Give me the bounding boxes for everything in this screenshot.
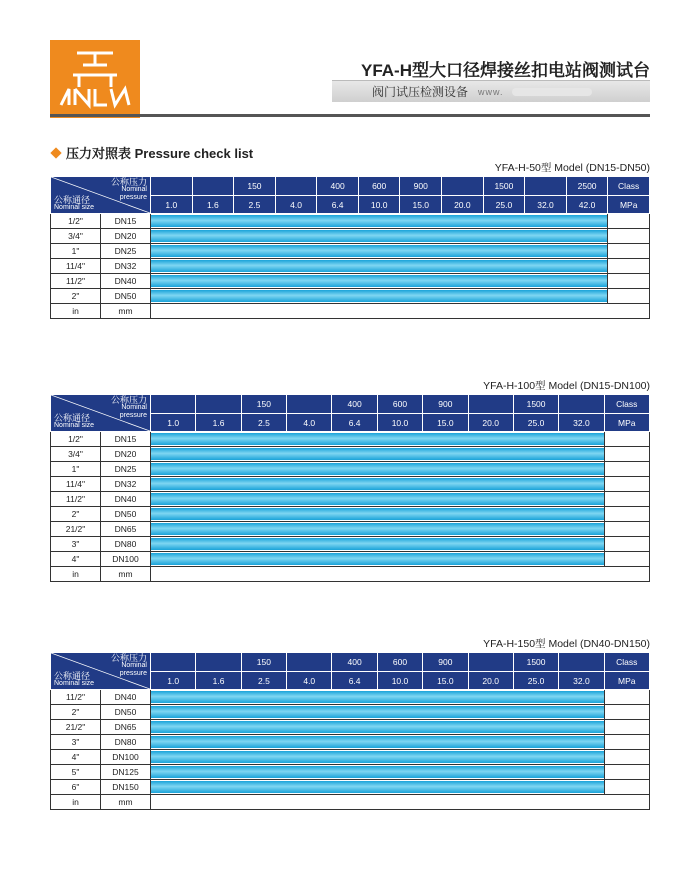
empty-cell xyxy=(151,567,650,582)
pressure-range-cell xyxy=(151,289,608,304)
empty-cell xyxy=(608,259,650,274)
dn-size-cell: DN150 xyxy=(101,780,151,795)
dn-size-cell: DN50 xyxy=(101,507,151,522)
mpa-header-cell: 4.0 xyxy=(287,672,332,690)
mpa-header-cell: 1.6 xyxy=(192,196,234,214)
corner-size-en: Nominal size xyxy=(54,680,95,687)
inch-size-cell: 2" xyxy=(51,507,101,522)
mpa-header-cell: 4.0 xyxy=(275,196,317,214)
dn-size-cell: DN100 xyxy=(101,750,151,765)
mpa-header-cell: 15.0 xyxy=(423,672,468,690)
inch-size-cell: 3" xyxy=(51,537,101,552)
dn-size-cell: DN65 xyxy=(101,720,151,735)
class-header-cell xyxy=(196,395,241,414)
corner-pressure-en2: pressure xyxy=(119,670,147,677)
class-header-cell: 400 xyxy=(317,177,359,196)
inch-size-cell: 2" xyxy=(51,705,101,720)
dn-size-cell: DN32 xyxy=(101,259,151,274)
class-header-cell: 1500 xyxy=(513,653,558,672)
table-row xyxy=(51,447,650,462)
table-row xyxy=(51,522,650,537)
class-header-cell: 600 xyxy=(377,395,422,414)
class-header-cell: 600 xyxy=(358,177,400,196)
pressure-range-cell xyxy=(151,274,608,289)
class-header-cell xyxy=(287,395,332,414)
mpa-header-cell: 2.5 xyxy=(241,414,286,432)
class-header-cell: 1500 xyxy=(483,177,525,196)
mpa-header-cell: 32.0 xyxy=(525,196,567,214)
class-header-cell: 150 xyxy=(234,177,276,196)
pressure-range-bar xyxy=(151,493,604,505)
pressure-range-cell xyxy=(151,735,605,750)
mpa-header-cell: 32.0 xyxy=(559,414,604,432)
inch-size-cell: 2" xyxy=(51,289,101,304)
mpa-header-cell: 20.0 xyxy=(442,196,484,214)
pressure-range-cell xyxy=(151,552,605,567)
table-row xyxy=(51,462,650,477)
mpa-header-cell: 20.0 xyxy=(468,672,513,690)
table-row xyxy=(51,537,650,552)
section-title: 压力对照表 Pressure check list xyxy=(66,146,254,161)
class-header-cell: 1500 xyxy=(513,395,558,414)
unit-mm-cell: mm xyxy=(101,304,151,319)
empty-cell xyxy=(151,304,650,319)
dn-size-cell: DN15 xyxy=(101,214,151,229)
pressure-range-cell xyxy=(151,492,605,507)
table-row xyxy=(51,705,650,720)
inch-size-cell: 11/2" xyxy=(51,274,101,289)
pressure-range-bar xyxy=(151,230,607,242)
table-row xyxy=(51,720,650,735)
empty-cell xyxy=(604,477,649,492)
dn-size-cell: DN80 xyxy=(101,537,151,552)
dn-size-cell: DN15 xyxy=(101,432,151,447)
pressure-range-bar xyxy=(151,478,604,490)
table-row xyxy=(51,552,650,567)
mpa-header-cell: 2.5 xyxy=(241,672,286,690)
table-corner-header xyxy=(51,177,151,214)
table-row xyxy=(51,690,650,705)
pressure-range-bar xyxy=(151,523,604,535)
empty-cell xyxy=(604,492,649,507)
class-header-cell: 400 xyxy=(332,653,377,672)
page-subtitle: 阀门试压检测设备 xyxy=(372,85,469,99)
table-row xyxy=(51,274,650,289)
dn-size-cell: DN40 xyxy=(101,690,151,705)
dn-size-cell: DN50 xyxy=(101,289,151,304)
pressure-range-bar xyxy=(151,781,604,793)
mpa-header-cell: MPa xyxy=(604,414,649,432)
table-row xyxy=(51,289,650,304)
corner-size-en: Nominal size xyxy=(54,422,95,429)
pressure-range-bar xyxy=(151,215,607,227)
pressure-range-cell xyxy=(151,229,608,244)
pressure-table xyxy=(50,652,650,810)
pressure-range-cell xyxy=(151,432,605,447)
logo-mark-icon xyxy=(55,47,135,111)
class-header-cell xyxy=(287,653,332,672)
inch-size-cell: 3/4" xyxy=(51,229,101,244)
class-header-cell: Class xyxy=(604,395,649,414)
inch-size-cell: 4" xyxy=(51,552,101,567)
empty-cell xyxy=(608,274,650,289)
table-row xyxy=(51,750,650,765)
unit-inch-cell: in xyxy=(51,567,101,582)
pressure-range-bar xyxy=(151,736,604,748)
empty-cell xyxy=(604,780,649,795)
class-header-cell xyxy=(559,653,604,672)
inch-size-cell: 6" xyxy=(51,780,101,795)
pressure-range-cell xyxy=(151,522,605,537)
unit-row xyxy=(51,795,650,810)
mpa-header-cell: 32.0 xyxy=(559,672,604,690)
empty-cell xyxy=(608,289,650,304)
empty-cell xyxy=(604,765,649,780)
pressure-range-bar xyxy=(151,275,607,287)
class-header-cell xyxy=(192,177,234,196)
dn-size-cell: DN50 xyxy=(101,705,151,720)
mpa-header-cell: 1.0 xyxy=(151,414,196,432)
empty-cell xyxy=(604,735,649,750)
class-header-cell xyxy=(525,177,567,196)
dn-size-cell: DN25 xyxy=(101,462,151,477)
table-row xyxy=(51,244,650,259)
pressure-range-cell xyxy=(151,537,605,552)
unit-mm-cell: mm xyxy=(101,795,151,810)
empty-cell xyxy=(151,795,650,810)
corner-pressure-en: Nominal xyxy=(121,662,147,669)
table-row xyxy=(51,780,650,795)
pressure-range-cell xyxy=(151,259,608,274)
pressure-range-bar xyxy=(151,448,604,460)
class-header-cell: Class xyxy=(608,177,650,196)
inch-size-cell: 1/2" xyxy=(51,432,101,447)
unit-row xyxy=(51,304,650,319)
model-label: YFA-H-100型 Model (DN15-DN100) xyxy=(483,380,650,392)
class-header-cell: 150 xyxy=(241,395,286,414)
model-label: YFA-H-50型 Model (DN15-DN50) xyxy=(494,162,650,174)
class-header-cell xyxy=(559,395,604,414)
mpa-header-cell: 1.0 xyxy=(151,196,193,214)
pressure-range-cell xyxy=(151,705,605,720)
inch-size-cell: 11/2" xyxy=(51,492,101,507)
corner-pressure-en: Nominal xyxy=(121,186,147,193)
table-row xyxy=(51,477,650,492)
corner-pressure-cn: 公称压力 xyxy=(110,653,147,663)
subtitle-bar xyxy=(332,80,650,102)
table-row xyxy=(51,492,650,507)
corner-pressure-en2: pressure xyxy=(119,412,147,419)
model-label: YFA-H-150型 Model (DN40-DN150) xyxy=(483,638,650,650)
corner-size-cn: 公称通径 xyxy=(54,195,91,205)
pressure-range-cell xyxy=(151,507,605,522)
mpa-header-cell: 6.4 xyxy=(317,196,359,214)
url-blur xyxy=(512,88,592,96)
inch-size-cell: 21/2" xyxy=(51,522,101,537)
pressure-range-cell xyxy=(151,750,605,765)
inch-size-cell: 1" xyxy=(51,244,101,259)
mpa-header-cell: 25.0 xyxy=(483,196,525,214)
class-header-cell: 600 xyxy=(377,653,422,672)
mpa-header-cell: 1.6 xyxy=(196,414,241,432)
pressure-range-cell xyxy=(151,477,605,492)
inch-size-cell: 5" xyxy=(51,765,101,780)
inch-size-cell: 11/4" xyxy=(51,477,101,492)
pressure-range-bar xyxy=(151,463,604,475)
table-row xyxy=(51,765,650,780)
pressure-range-cell xyxy=(151,214,608,229)
corner-size-en: Nominal size xyxy=(54,204,95,211)
mpa-header-cell: 20.0 xyxy=(468,414,513,432)
empty-cell xyxy=(604,705,649,720)
corner-pressure-en2: pressure xyxy=(119,194,147,201)
inch-size-cell: 11/2" xyxy=(51,690,101,705)
dn-size-cell: DN20 xyxy=(101,447,151,462)
table-row xyxy=(51,259,650,274)
website-url: www. xyxy=(478,86,504,97)
class-header-cell: 400 xyxy=(332,395,377,414)
inch-size-cell: 4" xyxy=(51,750,101,765)
pressure-range-cell xyxy=(151,690,605,705)
class-header-cell xyxy=(151,395,196,414)
table-row xyxy=(51,229,650,244)
pressure-table xyxy=(50,394,650,582)
class-header-cell xyxy=(151,653,196,672)
mpa-header-cell: 1.6 xyxy=(196,672,241,690)
mpa-header-cell: MPa xyxy=(604,672,649,690)
pressure-range-bar xyxy=(151,766,604,778)
pressure-range-cell xyxy=(151,244,608,259)
inch-size-cell: 3" xyxy=(51,735,101,750)
diamond-bullet-icon xyxy=(50,147,61,158)
pressure-range-bar xyxy=(151,538,604,550)
pressure-range-cell xyxy=(151,447,605,462)
empty-cell xyxy=(604,522,649,537)
pressure-range-bar xyxy=(151,706,604,718)
table-row xyxy=(51,507,650,522)
mpa-header-cell: MPa xyxy=(608,196,650,214)
mpa-header-cell: 10.0 xyxy=(358,196,400,214)
mpa-header-cell: 2.5 xyxy=(234,196,276,214)
empty-cell xyxy=(604,690,649,705)
dn-size-cell: DN20 xyxy=(101,229,151,244)
inch-size-cell: 11/4" xyxy=(51,259,101,274)
class-header-cell: 900 xyxy=(423,395,468,414)
mpa-header-cell: 15.0 xyxy=(423,414,468,432)
table-corner-header xyxy=(51,395,151,432)
mpa-header-cell: 4.0 xyxy=(287,414,332,432)
pressure-range-bar xyxy=(151,290,607,302)
page-title: YFA-H型大口径焊接丝扣电站阀测试台 xyxy=(361,61,650,80)
inch-size-cell: 1" xyxy=(51,462,101,477)
class-header-cell xyxy=(468,395,513,414)
table-row xyxy=(51,432,650,447)
pressure-range-bar xyxy=(151,553,604,565)
dn-size-cell: DN65 xyxy=(101,522,151,537)
class-header-cell xyxy=(151,177,193,196)
empty-cell xyxy=(604,750,649,765)
empty-cell xyxy=(604,552,649,567)
empty-cell xyxy=(608,229,650,244)
empty-cell xyxy=(604,537,649,552)
pressure-range-bar xyxy=(151,260,607,272)
dn-size-cell: DN40 xyxy=(101,274,151,289)
empty-cell xyxy=(604,720,649,735)
class-header-cell xyxy=(442,177,484,196)
mpa-header-cell: 25.0 xyxy=(513,414,558,432)
table-corner-header xyxy=(51,653,151,690)
inch-size-cell: 3/4" xyxy=(51,447,101,462)
empty-cell xyxy=(604,432,649,447)
mpa-header-cell: 25.0 xyxy=(513,672,558,690)
empty-cell xyxy=(608,244,650,259)
dn-size-cell: DN32 xyxy=(101,477,151,492)
corner-size-cn: 公称通径 xyxy=(54,413,91,423)
dn-size-cell: DN40 xyxy=(101,492,151,507)
company-logo xyxy=(50,40,140,118)
class-header-cell xyxy=(468,653,513,672)
pressure-range-bar xyxy=(151,751,604,763)
unit-row xyxy=(51,567,650,582)
corner-pressure-en: Nominal xyxy=(121,404,147,411)
inch-size-cell: 1/2" xyxy=(51,214,101,229)
pressure-range-bar xyxy=(151,691,604,703)
pressure-range-cell xyxy=(151,765,605,780)
corner-pressure-cn: 公称压力 xyxy=(110,395,147,405)
pressure-range-cell xyxy=(151,720,605,735)
header-rule xyxy=(50,114,650,117)
pressure-range-bar xyxy=(151,508,604,520)
corner-pressure-cn: 公称压力 xyxy=(110,177,147,187)
mpa-header-cell: 6.4 xyxy=(332,414,377,432)
class-header-cell: 900 xyxy=(423,653,468,672)
dn-size-cell: DN25 xyxy=(101,244,151,259)
empty-cell xyxy=(604,462,649,477)
mpa-header-cell: 10.0 xyxy=(377,672,422,690)
class-header-cell: 900 xyxy=(400,177,442,196)
class-header-cell: 2500 xyxy=(566,177,608,196)
class-header-cell: Class xyxy=(604,653,649,672)
mpa-header-cell: 15.0 xyxy=(400,196,442,214)
inch-size-cell: 21/2" xyxy=(51,720,101,735)
empty-cell xyxy=(604,447,649,462)
mpa-header-cell: 10.0 xyxy=(377,414,422,432)
pressure-range-cell xyxy=(151,462,605,477)
pressure-range-cell xyxy=(151,780,605,795)
unit-inch-cell: in xyxy=(51,795,101,810)
mpa-header-cell: 42.0 xyxy=(566,196,608,214)
pressure-range-bar xyxy=(151,433,604,445)
unit-mm-cell: mm xyxy=(101,567,151,582)
class-header-cell: 150 xyxy=(241,653,286,672)
empty-cell xyxy=(608,214,650,229)
pressure-table xyxy=(50,176,650,319)
dn-size-cell: DN100 xyxy=(101,552,151,567)
section-heading xyxy=(52,143,253,162)
dn-size-cell: DN80 xyxy=(101,735,151,750)
table-row xyxy=(51,214,650,229)
empty-cell xyxy=(604,507,649,522)
pressure-range-bar xyxy=(151,245,607,257)
pressure-range-bar xyxy=(151,721,604,733)
mpa-header-cell: 1.0 xyxy=(151,672,196,690)
mpa-header-cell: 6.4 xyxy=(332,672,377,690)
class-header-cell xyxy=(196,653,241,672)
dn-size-cell: DN125 xyxy=(101,765,151,780)
corner-size-cn: 公称通径 xyxy=(54,671,91,681)
table-row xyxy=(51,735,650,750)
unit-inch-cell: in xyxy=(51,304,101,319)
class-header-cell xyxy=(275,177,317,196)
